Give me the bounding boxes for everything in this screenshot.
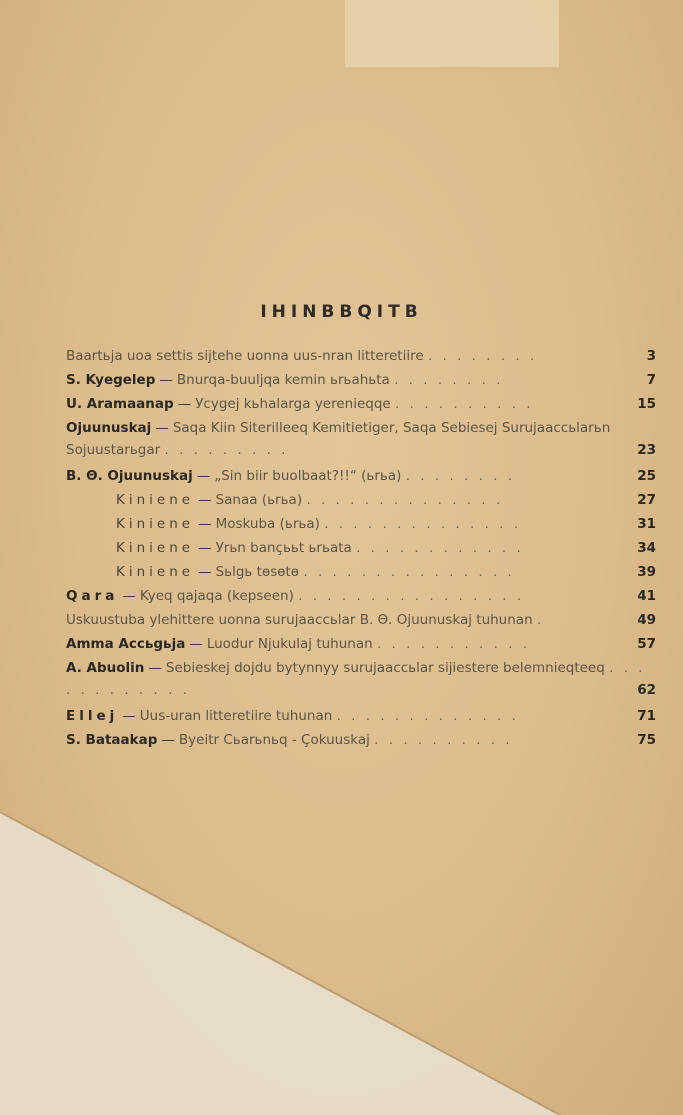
entry-title: Moskuba (ьrьa): [215, 516, 320, 532]
entry-title: Luodur Njukulaj tuhunan: [206, 636, 373, 652]
leader-dots: . . . . . . . .: [427, 348, 538, 364]
entry-author: Ojuunuskaj: [66, 420, 152, 436]
toc-entry: Qara — Kyeq qajaqa (kepseen) . . . . . . . . . . . . . . . . 41: [66, 585, 656, 607]
entry-title: Уcygej kьhalarga yerenieqqe: [195, 396, 391, 412]
page-number: 15: [637, 396, 656, 412]
toc-entry: S. Kyegelep — Bnurqa-buuljqa kemin ьrьahьta . . . . . . . . 7: [66, 369, 656, 391]
entry-author: Amma Accьgьja: [66, 636, 186, 652]
toc-entry: Ojuunuskaj — Saqa Kiin Siterilleeq Kemitietiger, Saqa Sebiesej Surujaaccьlarьn Sojuustarьgar . . . . . . . . . 23: [66, 417, 656, 461]
entry-author: Kiniene: [116, 540, 195, 556]
leader-dots: . . . . . . . . . . . . . . . .: [298, 588, 525, 604]
page-number: 41: [637, 588, 656, 604]
toc-entry: Kiniene — Sanaa (ьrьa) . . . . . . . . . . . . . . 27: [66, 489, 656, 511]
entry-author: S. Kyegelep: [66, 372, 156, 388]
entry-author: Kiniene: [116, 516, 195, 532]
leader-dots: . . . . . . . .: [405, 468, 516, 484]
entry-title: Sьlgь tөsөtө: [215, 564, 300, 580]
entry-author: A. Abuolin: [66, 660, 145, 676]
page-number: 31: [637, 516, 656, 532]
entry-title: Sanaa (ьrьa): [215, 492, 303, 508]
toc-entry: B. Θ. Ojuunuskaj — „Sin biir buolbaat?!!“ (ьrьa) . . . . . . . . 25: [66, 465, 656, 487]
leader-dots: . . . . . . . . . .: [395, 396, 534, 412]
page-number: 34: [637, 540, 656, 556]
entry-author: Ellej: [66, 708, 119, 724]
leader-dots: . . . . . . . . . . .: [376, 636, 531, 652]
page-number: 23: [637, 442, 656, 458]
leader-dots: . . . . . . . . . .: [374, 732, 513, 748]
page-number: 75: [637, 732, 656, 748]
entry-title: Byeitr Cьarьnьq - Çokuuskaj: [178, 732, 370, 748]
toc-entry: U. Aramaanap — Уcygej kьhalarga yerenieqqe . . . . . . . . . . 15: [66, 393, 656, 415]
toc-entry: Ellej — Uus-uran litteretiire tuhunan . . . . . . . . . . . . . 71: [66, 705, 656, 727]
toc-entry: S. Bataakap — Byeitr Cьarьnьq - Çokuuskaj . . . . . . . . . . 75: [66, 729, 656, 751]
entry-title: „Sin biir buolbaat?!!“ (ьrьa): [214, 468, 402, 484]
page-number: 25: [637, 468, 656, 484]
toc-heading: IHINBBQITB: [260, 302, 423, 322]
toc-entry: A. Abuolin — Sebieskej dojdu bytynnyy surujaaccьlar sijiestere belemnieqteeq . . . . . . . . . . . . 62: [66, 657, 656, 701]
page-number: 39: [637, 564, 656, 580]
page-number: 57: [637, 636, 656, 652]
leader-dots: . . . . . . . . . . . .: [66, 660, 646, 698]
toc-entry: [66, 345, 656, 367]
page-number: 3: [646, 348, 656, 364]
toc-entry: [66, 609, 656, 631]
entry-author: Kiniene: [116, 492, 195, 508]
leader-dots: . . . . . . . . . . . . . .: [324, 516, 522, 532]
paper-patch: [345, 0, 559, 67]
entry-author: S. Bataakap: [66, 732, 158, 748]
entry-author: B. Θ. Ojuunuskaj: [66, 468, 193, 484]
entry-author: Qara: [66, 588, 119, 604]
leader-dots: . . . . . . . . . . . . . .: [306, 492, 504, 508]
entry-title: Uskuustuba ylehittere uonna surujaaccьlar B. Θ. Ojuunuskaj tuhunan: [66, 612, 533, 628]
page-number: 49: [637, 612, 656, 628]
toc-entry: Kiniene — Уrьn bançььt ьrьata . . . . . . . . . . . . 34: [66, 537, 656, 559]
entry-title: Kyeq qajaqa (kepseen): [139, 588, 294, 604]
entry-title: Bnurqa-buuljqa kemin ьrьahьta: [176, 372, 390, 388]
leader-dots: .: [536, 612, 545, 628]
page-number: 27: [637, 492, 656, 508]
toc-entry: Amma Accьgьja — Luodur Njukulaj tuhunan . . . . . . . . . . . 57: [66, 633, 656, 655]
leader-dots: . . . . . . . .: [394, 372, 504, 388]
page-number: 62: [637, 682, 656, 698]
page-number: 7: [646, 372, 656, 388]
entry-title: Уrьn bançььt ьrьata: [215, 540, 352, 556]
leader-dots: . . . . . . . . .: [164, 442, 289, 458]
entry-title: Saqa Kiin Siterilleeq Kemitietiger, Saqa Sebiesej Surujaaccьlarьn Sojuustarьgar: [66, 420, 611, 458]
toc-entry: Kiniene — Moskuba (ьrьa) . . . . . . . . . . . . . . 31: [66, 513, 656, 535]
entry-title: Uus-uran litteretiire tuhunan: [139, 708, 333, 724]
leader-dots: . . . . . . . . . . . .: [356, 540, 524, 556]
entry-title: Sebieskej dojdu bytynnyy surujaaccьlar sijiestere belemnieqteeq: [165, 660, 605, 676]
table-of-contents: [66, 345, 656, 748]
entry-author: Kiniene: [116, 564, 195, 580]
page-number: 71: [637, 708, 656, 724]
toc-entry: Kiniene — Sьlgь tөsөtө . . . . . . . . . . . . . . . 39: [66, 561, 656, 583]
leader-dots: . . . . . . . . . . . . . . .: [303, 564, 515, 580]
entry-title: Baartьja uoa settis sijtehe uonna uus-nran litteretiire: [66, 348, 424, 364]
entry-author: U. Aramaanap: [66, 396, 174, 412]
leader-dots: . . . . . . . . . . . . .: [336, 708, 519, 724]
